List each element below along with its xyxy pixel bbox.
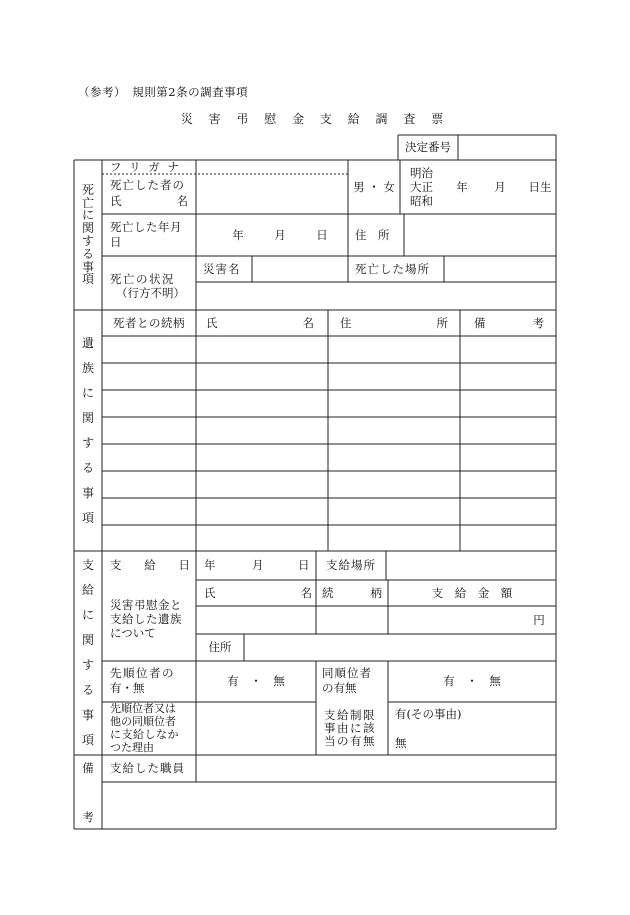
death-date-label-2: 日 [110,234,122,249]
death-date-label: 死亡した年月 [110,219,182,234]
payment-date-label: 支 給 日 [110,558,190,572]
payment-place-label: 支給場所 [326,558,376,572]
recipient-relation-header: 続 柄 [322,585,382,600]
furigana-field[interactable] [196,160,348,174]
deceased-name-label-2: 氏 名 [110,193,188,208]
recipient-address-label: 住所 [208,640,232,654]
col-note-header: 備 考 [474,315,544,330]
prior-rank-selector[interactable]: 有 ・ 無 [227,674,285,688]
yen-unit: 円 [533,612,545,627]
col-name-header: 氏 名 [206,315,314,330]
death-year-unit: 年 [232,227,244,242]
disaster-name-field[interactable] [252,256,348,282]
staff-label: 支給した職員 [110,761,185,775]
payment-day-unit: 日 [298,558,310,572]
decision-number-field[interactable] [458,135,556,160]
furigana-label: フ リ ガ ナ [110,159,181,174]
era-showa[interactable]: 昭和 [410,193,433,208]
recipient-label-3: について [110,625,156,640]
payment-month-unit: 月 [252,558,264,572]
death-section-label: 死 亡 に 関 す る 事 項 [81,182,94,287]
birth-month-unit: 月 [494,179,506,194]
missing-note: （行方不明） [116,285,185,300]
recipient-address-field[interactable] [244,634,556,661]
remarks-label-bottom: 考 [82,809,94,824]
limit-label-2: 事由に該 [324,721,376,735]
limit-no-option[interactable]: 無 [395,735,407,750]
payment-section-label: 支 給 に 関 す る 事 項 [81,558,94,747]
recipient-name-header: 氏 名 [204,585,312,600]
limit-yes-option[interactable]: 有(その事由) [395,706,462,721]
reason-label-4: つた理由 [110,741,154,754]
decision-number-label: 決定番号 [405,140,451,154]
reason-label-1: 先順位者又は [110,702,176,715]
reason-field[interactable] [196,702,316,755]
payment-amount-field[interactable] [388,606,528,634]
birth-year-unit: 年 [456,179,468,194]
same-rank-selector[interactable]: 有 ・ 無 [443,674,501,688]
col-address-header: 住 所 [340,315,448,330]
recipient-label-2: 支給した遺族 [110,611,182,626]
death-month-unit: 月 [274,227,286,242]
recipient-relation-field[interactable] [316,606,388,634]
reference-note: （参考） 規則第2条の調査事項 [78,85,249,99]
form-title: 災 害 弔 慰 金 支 給 調 査 票 [180,112,450,126]
remarks-field[interactable] [102,782,556,829]
disaster-name-label: 災害名 [203,261,241,276]
death-day-unit: 日 [316,227,328,242]
deceased-address-label: 住 所 [355,227,390,242]
death-status-field[interactable] [196,282,556,310]
prior-rank-label-1: 先順位者の [110,665,175,680]
staff-field[interactable] [196,755,556,782]
deceased-name-field[interactable] [196,174,348,214]
prior-rank-label-2: 有・無 [110,680,145,695]
era-taisho[interactable]: 大正 [410,179,433,194]
reason-label-2: 他の同順位者 [110,715,176,728]
sex-selector[interactable]: 男 ・ 女 [353,179,395,194]
col-relation-header: 死者との続柄 [113,315,185,330]
deceased-name-label: 死亡した者の [110,177,185,192]
recipient-name-field[interactable] [196,606,316,634]
family-section-label: 遺 族 に 関 す る 事 項 [81,335,94,525]
limit-label-3: 当の有無 [324,734,376,748]
payment-place-field[interactable] [386,551,556,580]
deceased-address-field[interactable] [404,214,556,256]
remarks-label-top: 備 [82,760,94,775]
death-status-label: 死亡の状況 [110,271,175,286]
recipient-label-1: 災害弔慰金と [110,597,182,612]
same-rank-label-1: 同順位者 [322,665,372,680]
same-rank-label-2: の有無 [322,680,357,695]
payment-year-unit: 年 [204,558,216,572]
limit-label-1: 支給制限 [324,708,376,722]
birth-day-unit: 日生 [528,179,552,194]
death-place-field[interactable] [444,256,556,282]
death-place-label: 死亡した場所 [355,261,430,276]
payment-amount-header: 支 給 金 額 [431,585,513,600]
reason-label-3: に支給しなか [110,728,179,741]
era-meiji[interactable]: 明治 [410,165,433,180]
